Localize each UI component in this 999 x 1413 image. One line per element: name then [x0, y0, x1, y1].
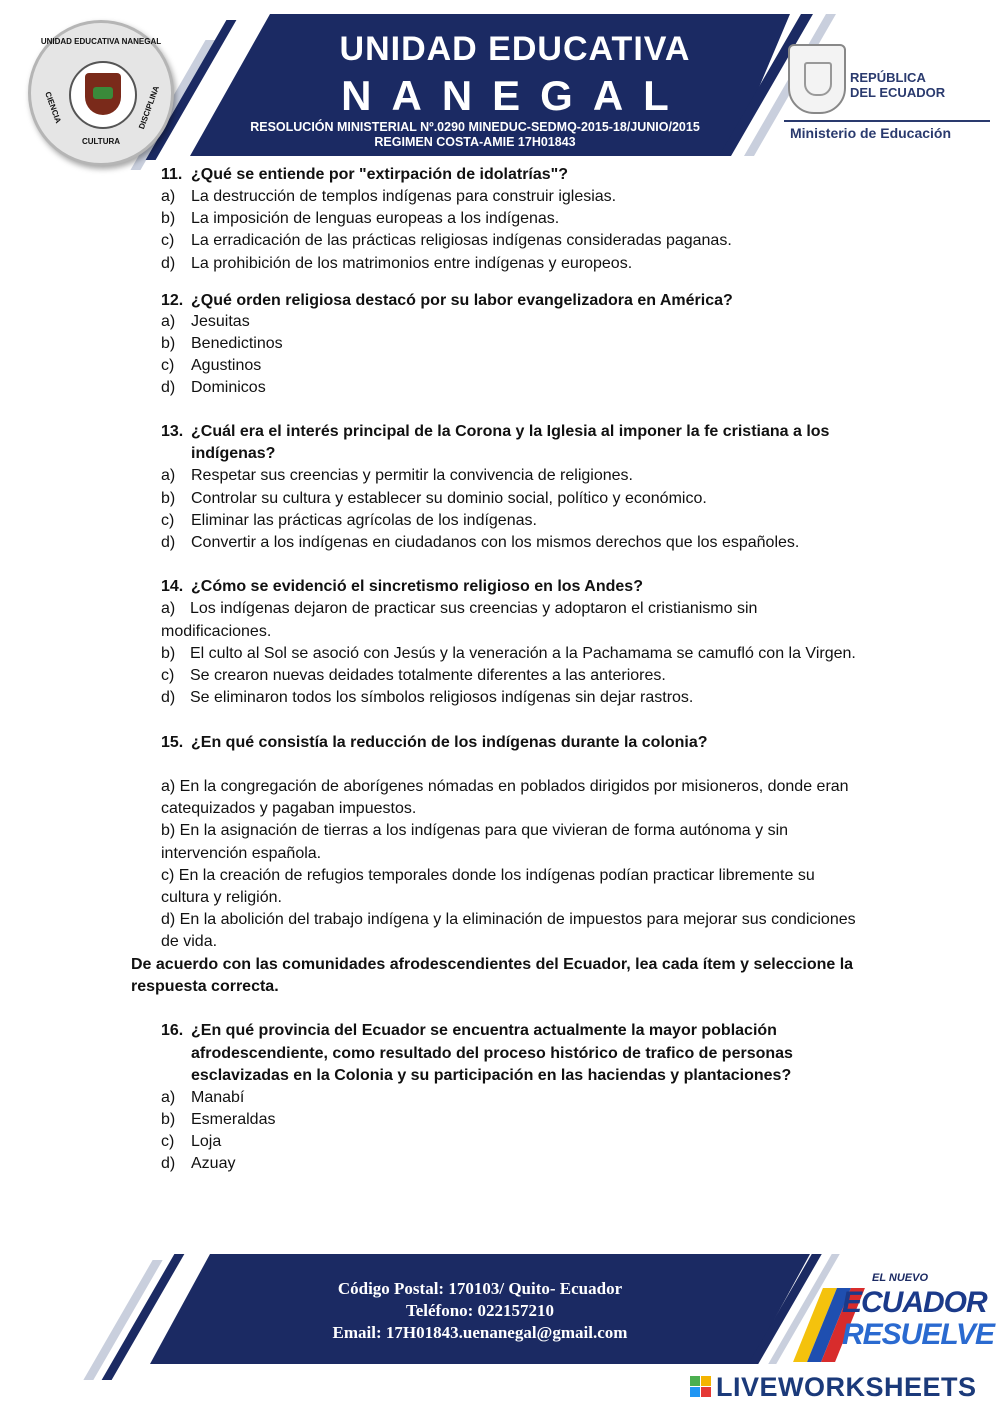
republic-name: [850, 70, 945, 100]
option-text[interactable]: La erradicación de las prácticas religiosas indígenas consideradas paganas.: [191, 232, 732, 249]
liveworksheets-wordmark: LIVEWORKSHEETS: [716, 1372, 977, 1402]
option-text[interactable]: Respetar sus creencias y permitir la convivencia de religiones.: [191, 467, 633, 484]
question-number: 12.: [161, 292, 184, 309]
option-text[interactable]: Esmeraldas: [191, 1111, 276, 1128]
question-text: ¿Qué orden religiosa destacó por su labor evangelizadora en América?: [191, 292, 733, 309]
question-text: ¿Cuál era el interés principal de la Corona y la Iglesia al imponer la fe cristiana a los: [191, 423, 830, 440]
option-letter: a): [161, 600, 176, 617]
question-text: ¿Qué se entiende por "extirpación de idolatrías"?: [191, 166, 569, 183]
seal-motto-right: DISCIPLINA: [137, 84, 161, 131]
option-letter: d): [161, 255, 176, 272]
option-text[interactable]: Agustinos: [191, 357, 262, 374]
option-text[interactable]: Manabí: [191, 1089, 245, 1106]
option-text-continuation[interactable]: modificaciones.: [161, 623, 272, 640]
postal-code: Código Postal: 170103/ Quito- Ecuador: [337, 1279, 623, 1298]
ministry-name: Ministerio de Educación: [790, 125, 952, 141]
shield-icon: [85, 73, 121, 115]
option-text[interactable]: Controlar su cultura y establecer su dominio social, político y económico.: [191, 490, 707, 507]
option-text[interactable]: a) En la congregación de aborígenes nómadas en poblados dirigidos por misioneros, donde eran: [161, 778, 849, 795]
seal-emblem: [69, 61, 137, 129]
option-letter: a): [161, 1089, 176, 1106]
section-instruction: De acuerdo con las comunidades afrodescendientes del Ecuador, lea cada ítem y seleccione la: [131, 956, 854, 973]
option-letter: c): [161, 1133, 175, 1150]
option-letter: b): [161, 1111, 176, 1128]
option-letter: b): [161, 645, 176, 662]
option-text[interactable]: La imposición de lenguas europeas a los indígenas.: [191, 210, 560, 227]
option-text[interactable]: Se eliminaron todos los símbolos religiosos indígenas sin dejar rastros.: [190, 689, 694, 706]
question-text: ¿En qué consistía la reducción de los indígenas durante la colonia?: [191, 734, 708, 751]
question-text: ¿Cómo se evidenció el sincretismo religioso en los Andes?: [191, 578, 643, 595]
option-text-continuation[interactable]: intervención española.: [161, 845, 322, 862]
option-letter: d): [161, 379, 176, 396]
option-text[interactable]: El culto al Sol se asoció con Jesús y la veneración a la Pachamama se camufló con la Virgen.: [190, 645, 856, 662]
footer-accent-stripe: [83, 1260, 162, 1380]
ministry-logo: [782, 38, 992, 158]
option-letter: c): [161, 512, 175, 529]
school-name: NANEGAL: [341, 72, 689, 119]
option-text[interactable]: La destrucción de templos indígenas para construir iglesias.: [191, 188, 617, 205]
option-text[interactable]: La prohibición de los matrimonios entre indígenas y europeos.: [191, 255, 633, 272]
question-text-continuation: afrodescendiente, como resultado del proceso histórico de trafico de personas: [191, 1045, 793, 1062]
seal-motto-top: UNIDAD EDUCATIVA NANEGAL: [40, 37, 162, 46]
republic-line: DEL ECUADOR: [850, 85, 946, 100]
resuelve-word-resuelve: RESUELVE: [842, 1318, 995, 1351]
ecuador-resuelve-logo: [780, 1270, 995, 1380]
phone-number: Teléfono: 022157210: [405, 1301, 555, 1320]
question-text-continuation: esclavizadas en la Colonia y su participación en las haciendas y plantaciones?: [191, 1067, 792, 1084]
school-seal: [28, 20, 174, 166]
coat-of-arms-icon: [788, 44, 846, 114]
option-text[interactable]: Se crearon nuevas deidades totalmente diferentes a las anteriores.: [190, 667, 666, 684]
regimen-line: REGIMEN COSTA-AMIE 17H01843: [374, 135, 576, 149]
option-letter: c): [161, 667, 175, 684]
resolution-text: [220, 120, 730, 150]
option-letter: b): [161, 490, 176, 507]
option-letter: c): [161, 232, 175, 249]
question-number: 13.: [161, 423, 184, 440]
option-text[interactable]: c) En la creación de refugios temporales donde los indígenas podían practicar libremente su: [161, 867, 815, 884]
option-letter: a): [161, 188, 176, 205]
option-text[interactable]: Eliminar las prácticas agrícolas de los indígenas.: [191, 512, 537, 529]
option-text[interactable]: Azuay: [191, 1155, 236, 1172]
option-letter: d): [161, 689, 176, 706]
contact-info: [270, 1278, 690, 1344]
option-letter: c): [161, 357, 175, 374]
seal-motto-bottom: CULTURA: [81, 137, 121, 146]
option-text[interactable]: d) En la abolición del trabajo indígena y la eliminación de impuestos para mejorar sus condiciones: [161, 911, 856, 928]
option-letter: a): [161, 313, 176, 330]
option-text[interactable]: Benedictinos: [191, 335, 283, 352]
option-text-continuation[interactable]: cultura y religión.: [161, 889, 282, 906]
option-text-continuation[interactable]: de vida.: [161, 933, 218, 950]
email-address: Email: 17H01843.uenanegal@gmail.com: [332, 1323, 628, 1342]
option-letter: b): [161, 335, 176, 352]
document-footer: [0, 1240, 999, 1413]
option-text-continuation[interactable]: catequizados y pagaban impuestos.: [161, 800, 417, 817]
option-text[interactable]: Dominicos: [191, 379, 266, 396]
option-text[interactable]: Convertir a los indígenas en ciudadanos con los mismos derechos que los españoles.: [191, 534, 800, 551]
option-text[interactable]: Loja: [191, 1133, 222, 1150]
option-letter: b): [161, 210, 176, 227]
option-letter: d): [161, 534, 176, 551]
resuelve-word-ecuador: ECUADOR: [842, 1286, 987, 1319]
option-letter: d): [161, 1155, 176, 1172]
question-text-continuation: indígenas?: [191, 445, 276, 462]
option-letter: a): [161, 467, 176, 484]
seal-motto-left: CIENCIA: [43, 90, 63, 125]
liveworksheets-icon: [690, 1376, 712, 1398]
question-number: 11.: [161, 166, 183, 183]
ministry-divider: [784, 120, 990, 122]
option-text[interactable]: Jesuitas: [191, 313, 250, 330]
option-text[interactable]: b) En la asignación de tierras a los indígenas para que vivieran de forma autónoma y sin: [161, 822, 789, 839]
question-number: 15.: [161, 734, 184, 751]
resuelve-tagline: EL NUEVO: [872, 1272, 929, 1284]
resolution-line: RESOLUCIÓN MINISTERIAL Nº.0290 MINEDUC-SEDMQ-2015-18/JUNIO/2015: [250, 120, 700, 134]
school-title: UNIDAD EDUCATIVA: [339, 30, 691, 68]
section-instruction-continuation: respuesta correcta.: [131, 978, 279, 995]
option-text[interactable]: Los indígenas dejaron de practicar sus creencias y adoptaron el cristianismo sin: [190, 600, 758, 617]
question-text: ¿En qué provincia del Ecuador se encuentra actualmente la mayor población: [191, 1022, 777, 1039]
question-number: 16.: [161, 1022, 184, 1039]
question-number: 14.: [161, 578, 184, 595]
republic-line: REPÚBLICA: [850, 70, 926, 85]
document-header: [0, 0, 999, 170]
